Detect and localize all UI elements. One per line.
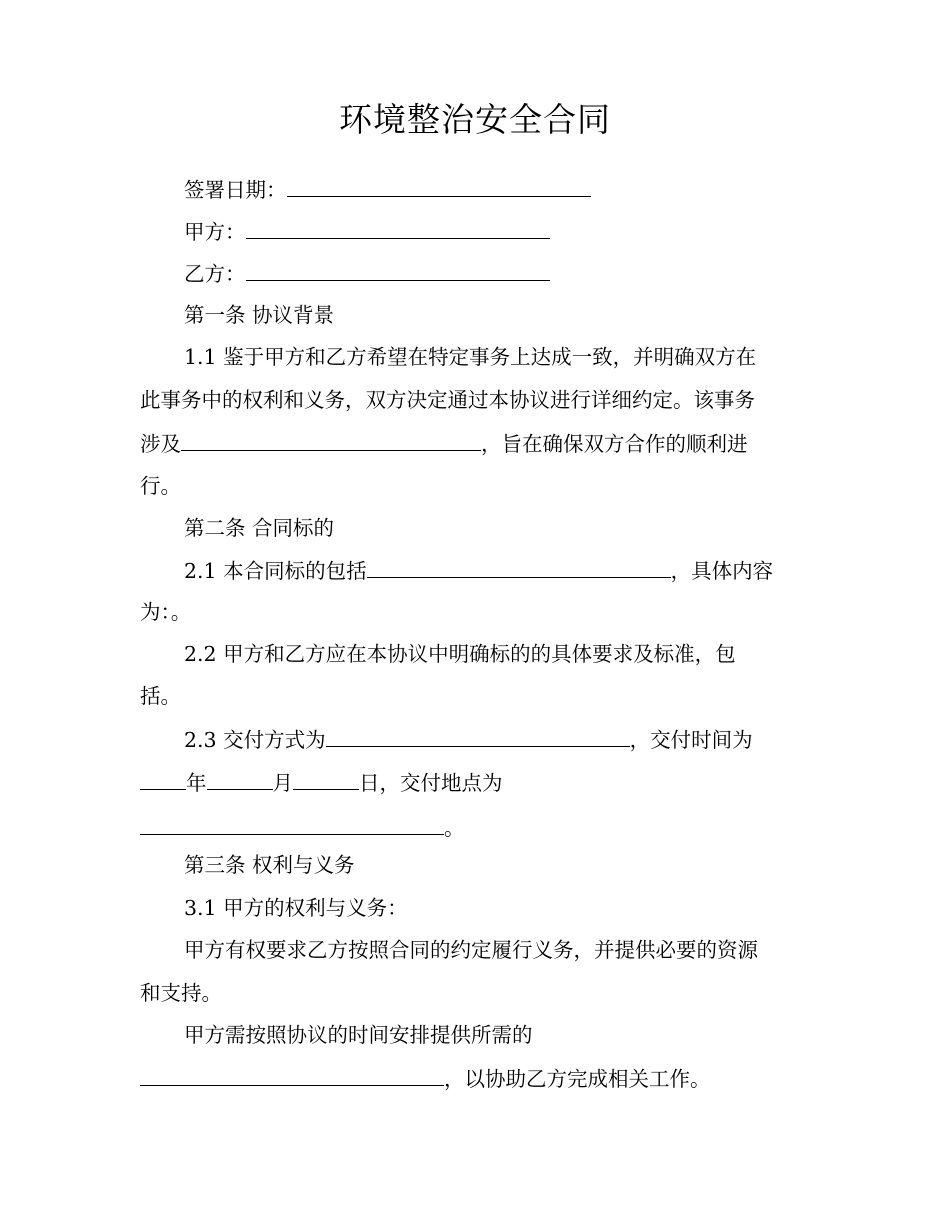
clause-1-1-blank [181, 428, 481, 451]
clause-2-1-blank [367, 555, 671, 578]
clause-2-2-line-2: 括。 [140, 684, 181, 708]
clause-2-3-line-1 [184, 724, 854, 755]
delivery-place-blank [140, 812, 444, 835]
party-a-label: 甲方： [184, 220, 246, 244]
day-place-label: 日，交付地点为 [359, 771, 503, 795]
clause-2-1-line-2: 为：。 [140, 600, 192, 624]
article-2-heading: 第二条 合同标的 [184, 516, 335, 540]
clause-2-3-line-3 [140, 812, 810, 843]
document-title: 环境整治安全合同 [339, 100, 611, 139]
sign-date-blank [287, 174, 591, 197]
year-label: 年 [186, 771, 207, 795]
period-text: 。 [444, 816, 465, 840]
clause-3-1-line-3: 甲方需按照协议的时间安排提供所需的 [184, 1023, 533, 1047]
clause-3-1-line-1: 甲方有权要求乙方按照合同的约定履行义务，并提供必要的资源 [184, 938, 758, 962]
party-b-label: 乙方： [184, 262, 246, 286]
clause-1-1-line-1: 1.1 鉴于甲方和乙方希望在特定事务上达成一致，并明确双方在 [184, 345, 757, 369]
article-3-heading: 第三条 权利与义务 [184, 853, 355, 877]
sign-date-label: 签署日期： [184, 178, 287, 202]
clause-2-2-line-1: 2.2 甲方和乙方应在本协议中明确标的的具体要求及标准，包 [184, 642, 736, 666]
clause-3-1-text: ，以协助乙方完成相关工作。 [444, 1067, 711, 1091]
party-b-line [184, 258, 854, 289]
month-blank [207, 767, 273, 790]
clause-1-1-line-3 [140, 428, 810, 459]
month-label: 月 [272, 771, 293, 795]
resource-blank [140, 1063, 444, 1086]
delivery-method-blank [326, 724, 630, 747]
article-1-heading: 第一条 协议背景 [184, 303, 335, 327]
clause-3-1-line-2: 和支持。 [140, 981, 222, 1005]
clause-1-1-line-4: 行。 [140, 474, 181, 498]
clause-1-1-line-2: 此事务中的权利和义务，双方决定通过本协议进行详细约定。该事务 [140, 388, 755, 412]
clause-1-1-text: ，旨在确保双方合作的顺利进 [481, 432, 748, 456]
clause-2-1-line-1 [184, 555, 854, 586]
clause-2-3-text: 2.3 交付方式为 [184, 728, 326, 752]
clause-2-1-text: 2.1 本合同标的包括 [184, 559, 367, 583]
party-a-line [184, 216, 854, 247]
clause-3-1-line-4 [140, 1063, 810, 1094]
clause-2-3-line-2 [140, 767, 810, 798]
party-a-blank [246, 216, 550, 239]
clause-1-1-text: 涉及 [140, 432, 181, 456]
year-blank [140, 767, 186, 790]
party-b-blank [246, 258, 550, 281]
clause-2-3-text: ，交付时间为 [629, 728, 753, 752]
day-blank [293, 767, 359, 790]
clause-3-1-heading: 3.1 甲方的权利与义务： [184, 896, 408, 920]
sign-date-line [184, 174, 854, 205]
clause-2-1-text: ，具体内容 [670, 559, 774, 583]
